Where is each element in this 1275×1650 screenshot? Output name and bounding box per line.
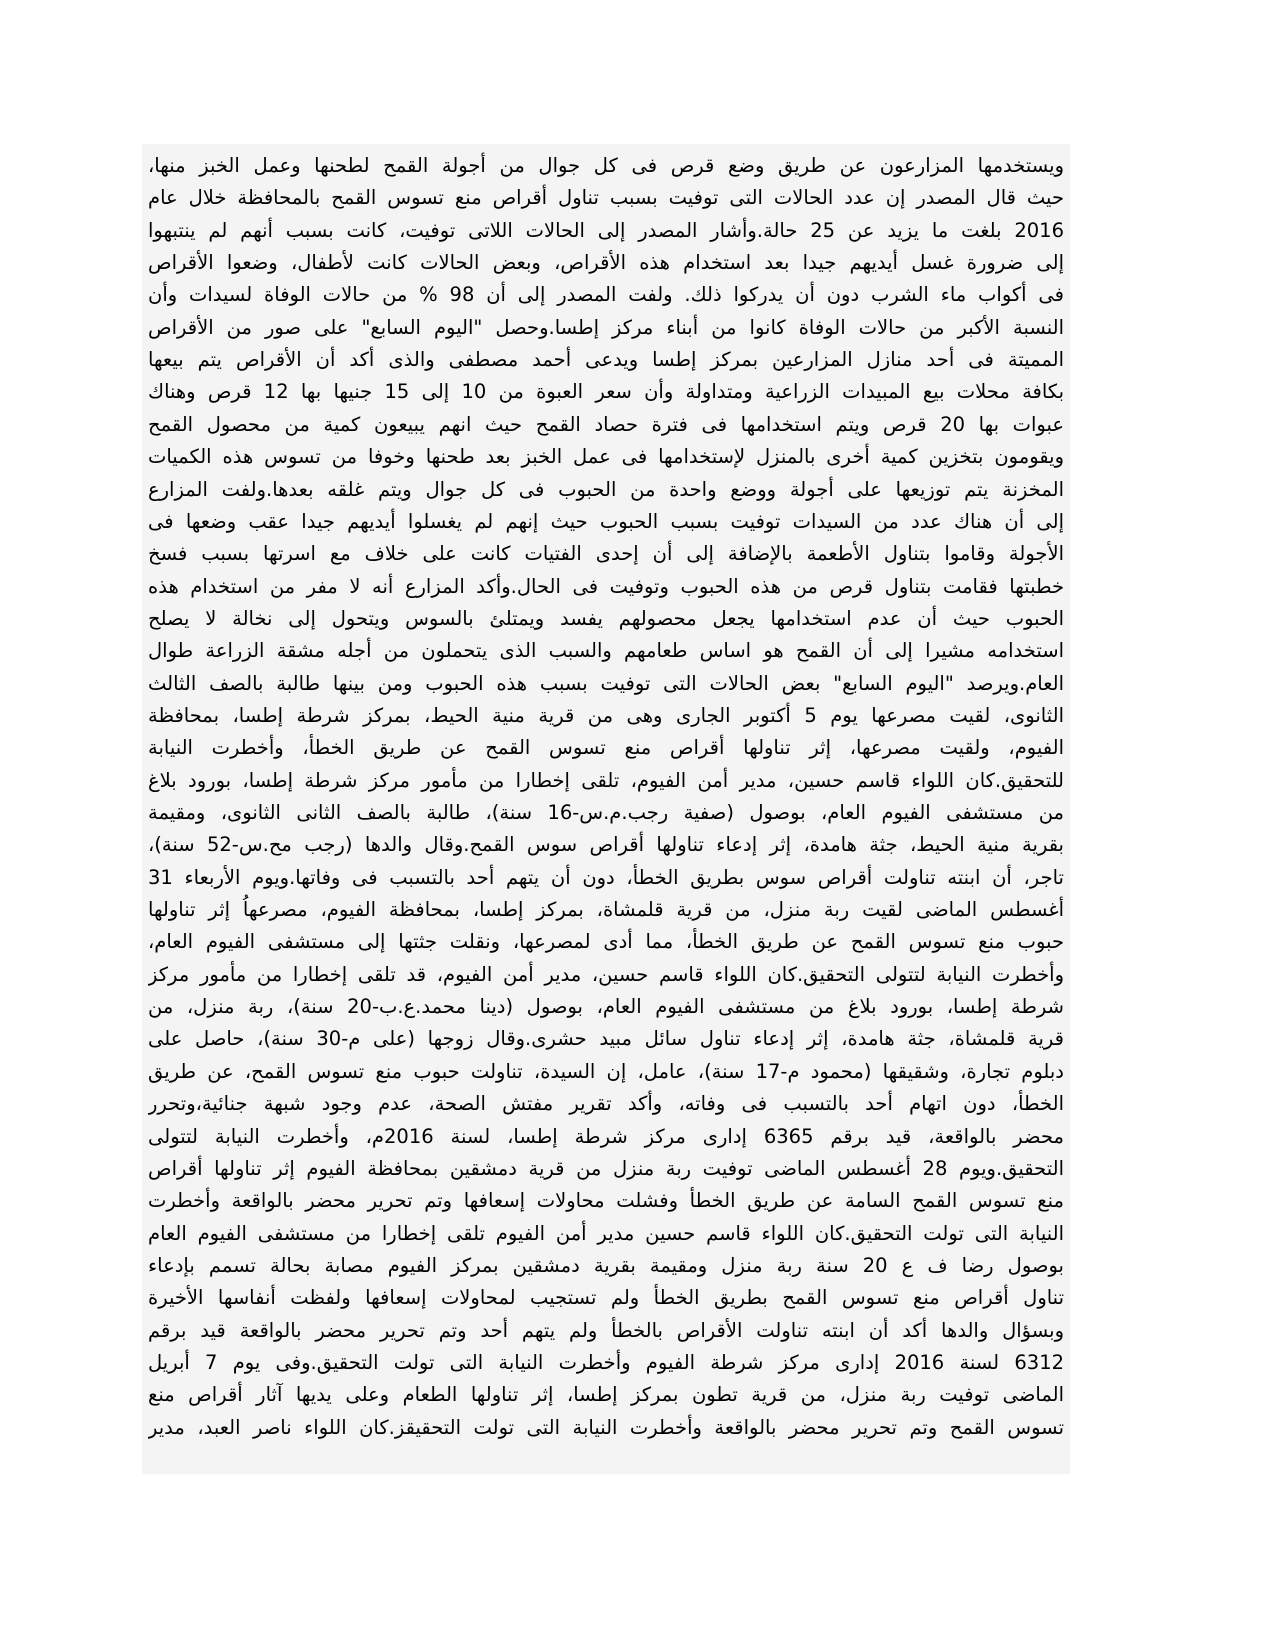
paragraph-line: قرية قلمشاة، جثة هامدة، إثر إدعاء تناول سائل مبيد حشرى.وقال زوجها (على م-30 سنة)، حاصل على [148,1027,1064,1051]
paragraph-line: المميتة فى أحد منازل المزارعين بمركز إطسا ويدعى أحمد مصطفى والذى أكد أن الأقراص يتم بيعها [148,348,1064,372]
paragraph-line: تناول أقراص منع تسوس القمح بطريق الخطأ ولم تستجيب لمحاولات إسعافها ولفظت أنفاسها الأخيرة [148,1286,1064,1310]
paragraph-line: الأجولة وقاموا بتناول الأطعمة بالإضافة إلى أن إحدى الفتيات كانت على خلاف مع اسرتها بسبب فسخ [148,542,1064,566]
paragraph-line: عبوات بها 20 قرص ويتم استخدامها فى فترة حصاد القمح حيث انهم يبيعون كمية من محصول القمح [148,412,1064,436]
paragraph-line: إلى ضرورة غسل أيديهم جيدا بعد استخدام هذه الأقراص، وبعض الحالات كانت لأطفال، وضعوا الأقراص [148,251,1064,275]
paragraph-line: 6312 لسنة 2016 إدارى مركز شرطة الفيوم وأخطرت النيابة التى تولت التحقيق.وفى يوم 7 أبريل [148,1350,1064,1374]
paragraph-line: تاجر، أن ابنته تناولت أقراص سوس بطريق الخطأ، دون أن يتهم أحد بالتسبب فى وفاتها.ويوم الأربعاء 31 [148,865,1064,889]
paragraph-line: محضر بالواقعة، قيد برقم 6365 إدارى مركز شرطة إطسا، لسنة 2016م، وأخطرت النيابة لتتولى [148,1124,1064,1148]
paragraph-line: استخدامه مشيرا إلى أن القمح هو اساس طعامهم والسبب الذى يتحملون من أجله مشقة الزراعة طوال [148,639,1064,663]
paragraph-line: الماضى توفيت ربة منزل، من قرية تطون بمركز إطسا، إثر تناولها الطعام وعلى يديها آثار أقراص منع [148,1383,1064,1407]
paragraph-line: للتحقيق.كان اللواء قاسم حسين، مدير أمن الفيوم، تلقى إخطارا من مأمور مركز شرطة إطسا، بورود بلاغ [148,768,1064,792]
paragraph-line: النيابة التى تولت التحقيق.كان اللواء قاسم حسين مدير أمن الفيوم تلقى إخطارا من مستشفى الفيوم العام [148,1221,1064,1245]
paragraph-line: بقرية منية الحيط، جثة هامدة، إثر إدعاء تناولها أقراص سوس القمح.وقال والدها (رجب مح.س-52 سنة)، [148,833,1064,857]
paragraph-line: تسوس القمح وتم تحرير محضر بالواقعة وأخطرت النيابة التى تولت التحقيقز.كان اللواء ناصر العبد، مدير [148,1415,1064,1439]
paragraph-line: إلى أن هناك عدد من السيدات توفيت بسبب الحبوب حيث إنهم لم يغسلوا أيديهم جيدا عقب وضعها فى [148,509,1064,533]
paragraph-line: منع تسوس القمح السامة عن طريق الخطأ وفشلت محاولات إسعافها وتم تحرير محضر بالواقعة وأخطرت [148,1189,1064,1213]
paragraph-line: وبسؤال والدها أكد أن ابنته تناولت الأقراص بالخطأ ولم يتهم أحد وتم تحرير محضر بالواقعة قيد برقم [148,1318,1064,1342]
paragraph-line: ويستخدمها المزارعون عن طريق وضع قرص فى كل جوال من أجولة القمح لطحنها وعمل الخبز منها، [148,154,1064,177]
paragraph-line: فى أكواب ماء الشرب دون أن يدركوا ذلك. ولفت المصدر إلى أن 98 % من حالات الوفاة لسيدات وأن [148,283,1064,307]
paragraph-line: العام.ويرصد "اليوم السابع" بعض الحالات التى توفيت بسبب هذه الحبوب ومن بينها طالبة بالصف الثالث [148,671,1064,695]
article-body [142,144,1070,1474]
paragraph-line: ويقومون بتخزين كمية أخرى بالمنزل لإستخدامها فى عمل الخبز بعد طحنها وخوفا من تسوس هذه الكميات [148,445,1064,469]
paragraph-line: بوصول رضا ف ع 20 سنة ربة منزل ومقيمة بقرية دمشقين بمركز الفيوم مصابة بحالة تسمم بإدعاء [148,1253,1064,1277]
paragraph-line: شرطة إطسا، بورود بلاغ من مستشفى الفيوم العام، بوصول (دينا محمد.ع.ب-20 سنة)، ربة منزل، من [148,995,1064,1019]
paragraph-line: حبوب منع تسوس القمح عن طريق الخطأ، مما أدى لمصرعها، ونقلت جثتها إلى مستشفى الفيوم العام، [148,930,1064,954]
paragraph-line: دبلوم تجارة، وشقيقها (محمود م-17 سنة)، عامل، إن السيدة، تناولت حبوب منع تسوس القمح، عن طريق [148,1059,1064,1083]
paragraph-line: النسبة الأكبر من حالات الوفاة كانوا من أبناء مركز إطسا.وحصل "اليوم السابع" على صور من الأقراص [148,315,1064,339]
paragraph-line: وأخطرت النيابة لتتولى التحقيق.كان اللواء قاسم حسين، مدير أمن الفيوم، قد تلقى إخطارا من مأمور مركز [148,962,1064,986]
paragraph-line: خطبتها فقامت بتناول قرص من هذه الحبوب وتوفيت فى الحال.وأكد المزارع أنه لا مفر من استخدام هذه [148,574,1064,598]
paragraph-line: بكافة محلات بيع المبيدات الزراعية ومتداولة وأن سعر العبوة من 10 إلى 15 جنيها بها 12 قرص وهناك [148,380,1064,404]
paragraph-line: المخزنة يتم توزيعها على أجولة ووضع واحدة من الحبوب فى كل جوال ويتم غلقه بعدها.ولفت المزارع [148,477,1064,501]
paragraph-line: من مستشفى الفيوم العام، بوصول (صفية رجب.م.س-16 سنة)، طالبة بالصف الثانى الثانوى، ومقيمة [148,801,1064,824]
paragraph-line: حيث قال المصدر إن عدد الحالات التى توفيت بسبب تناول أقراص منع تسوس القمح بالمحافظة خلال عام [148,186,1064,210]
paragraph-line: 2016 بلغت ما يزيد عن 25 حالة.وأشار المصدر إلى الحالات اللاتى توفيت، كانت بسبب أنهم لم ينتبهوا [148,218,1064,242]
paragraph-line: الثانوى، لقيت مصرعها يوم 5 أكتوبر الجارى وهى من قرية منية الحيط، بمركز شرطة إطسا، بمحافظة [148,703,1064,727]
paragraph-line: الحبوب حيث أن عدم استخدامها يجعل محصولهم يفسد ويمتلئ بالسوس ويتحول إلى نخالة لا يصلح [148,606,1064,630]
paragraph-line: التحقيق.ويوم 28 أغسطس الماضى توفيت ربة منزل من قرية دمشقين بمحافظة الفيوم إثر تناولها أقراص [148,1156,1064,1180]
paragraph-line: الفيوم، ولقيت مصرعها، إثر تناولها أقراص منع تسوس القمح عن طريق الخطأ، وأخطرت النيابة [148,736,1064,760]
paragraph-line: أغسطس الماضى لقيت ربة منزل، من قرية قلمشاة، بمركز إطسا، بمحافظة الفيوم، مصرعهاُ إثر تناولها [148,898,1064,922]
paragraph-line: الخطأ، دون اتهام أحد بالتسبب فى وفاته، وأكد تقرير مفتش الصحة، عدم وجود شبهة جنائية،وتحرر [148,1092,1064,1116]
